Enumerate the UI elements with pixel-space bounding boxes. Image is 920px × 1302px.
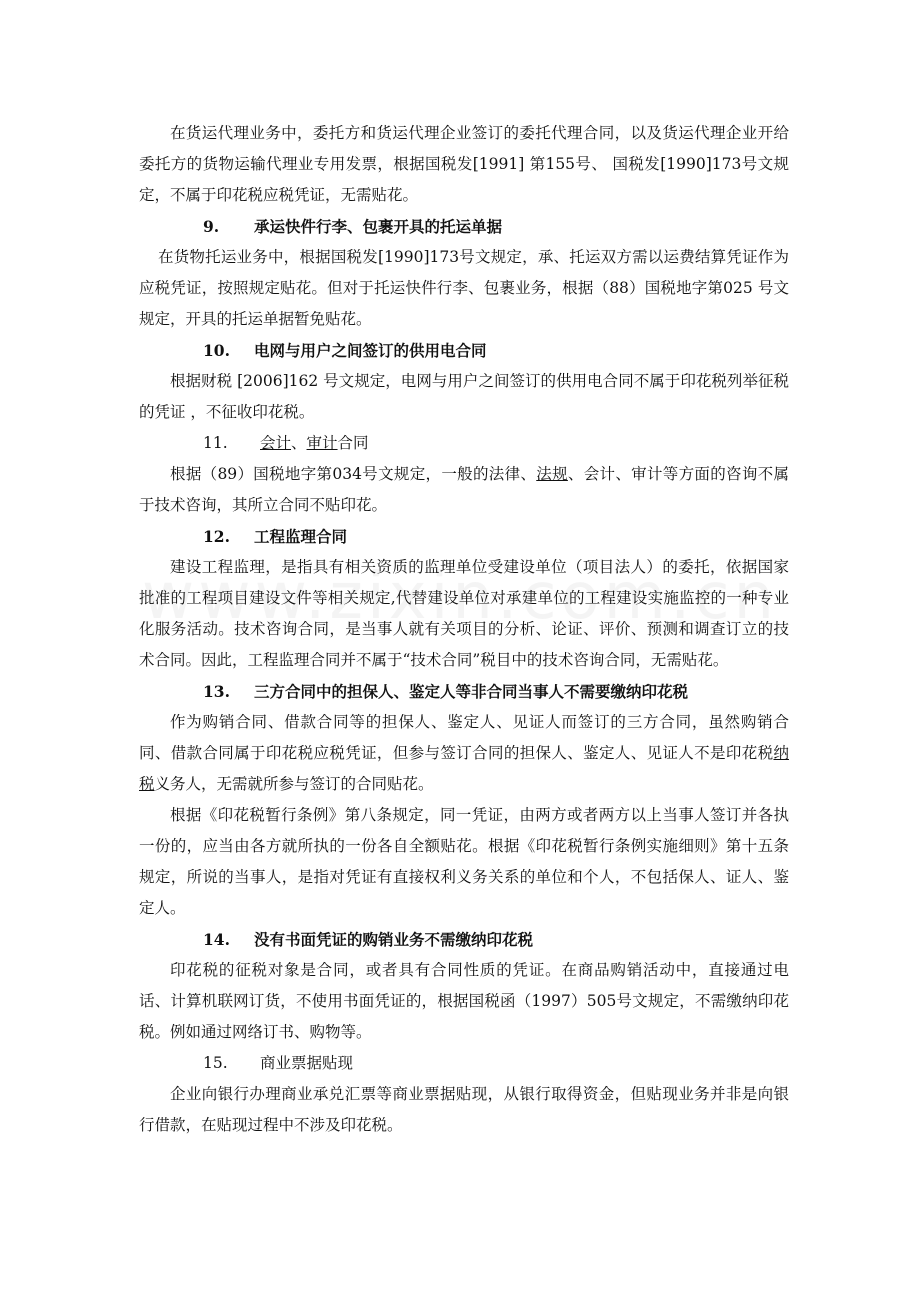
paragraph-freight-agency: 在货运代理业务中，委托方和货运代理企业签订的委托代理合同，以及货运代理企业开给委托方的货物运输代理业专用发票，根据国税发[1991] 第155号、 国税发[1990]173号文规定，不属于印花税应税凭证，无需贴花。 [139,124,789,204]
paragraph-15: 企业向银行办理商业承兑汇票等商业票据贴现，从银行取得资金，但贴现业务并非是向银行借款，在贴现过程中不涉及印花税。 [139,1085,789,1134]
heading-number: 15. [203,1054,228,1072]
heading-number: 13. [203,682,230,701]
heading-title: 承运快件行李、包裹开具的托运单据 [254,217,503,236]
heading-title: 电网与用户之间签订的供用电合同 [254,341,487,360]
heading-title: 工程监理合同 [254,527,348,546]
heading-title: 三方合同中的担保人、鉴定人等非合同当事人不需要缴纳印花税 [254,682,689,701]
heading-title: 没有书面凭证的购销业务不需缴纳印花税 [254,930,534,949]
heading-number: 9. [203,217,220,236]
heading-number: 11. [203,434,228,452]
text-run: 根据（89）国税地字第034号文规定，一般的法律、 [170,465,537,483]
document-body [139,118,789,1141]
heading-10 [139,335,789,366]
text-run: 义务人，无需就所参与签订的合同贴花。 [154,775,434,793]
heading-15 [139,1048,789,1079]
heading-number: 10. [203,341,230,360]
paragraph-14: 印花税的征税对象是合同，或者具有合同性质的凭证。在商品购销活动中，直接通过电话、计算机联网订货，不使用书面凭证的，根据国税函（1997）505号文规定，不需缴纳印花税。例如通过网络订书、购物等。 [139,961,789,1041]
heading-14 [139,924,789,955]
link-audit[interactable]: 审计 [306,434,338,452]
paragraph-10: 根据财税 [2006]162 号文规定，电网与用户之间签订的供用电合同不属于印花税列举征税的凭证 ，不征收印花税。 [139,372,789,421]
paragraph-9: 在货物托运业务中，根据国税发[1990]173号文规定，承、托运双方需以运费结算凭证作为应税凭证，按照规定贴花。但对于托运快件行李、包裹业务，根据（88）国税地字第025 号文规定，开具的托运单据暂免贴花。 [139,248,789,328]
heading-11 [139,428,789,459]
text-run: 、会计、审计等方面的咨询不属于技术咨询，其所立合同不贴印花。 [139,465,789,514]
link-accounting[interactable]: 会计 [260,434,292,452]
paragraph-13a [139,707,789,800]
heading-12 [139,521,789,552]
text-run: 作为购销合同、借款合同等的担保人、鉴定人、见证人而签订的三方合同，虽然购销合同、借款合同属于印花税应税凭证，但参与签订合同的担保人、鉴定人、见证人不是印花税 [139,713,789,762]
paragraph-11 [139,459,789,521]
separator: 、 [291,434,307,452]
heading-number: 14. [203,930,230,949]
heading-13 [139,676,789,707]
paragraph-13b: 根据《印花税暂行条例》第八条规定，同一凭证，由两方或者两方以上当事人签订并各执一份的，应当由各方就所执的一份各自全额贴花。根据《印花税暂行条例实施细则》第十五条规定，所说的当事人，是指对凭证有直接权利义务关系的单位和个人，不包括保人、证人、鉴定人。 [139,806,789,917]
heading-title: 合同 [337,434,369,452]
paragraph-12: 建设工程监理，是指具有相关资质的监理单位受建设单位（项目法人）的委托，依据国家批准的工程项目建设文件等相关规定,代替建设单位对承建单位的工程建设实施监控的一种专业化服务活动。技术咨询合同，是当事人就有关项目的分析、论证、评价、预测和调查订立的技术合同。因此，工程监理合同并不属于“技术合同”税目中的技术咨询合同，无需贴花。 [139,558,789,669]
link-tax[interactable]: 纳税 [139,744,789,793]
heading-number: 12. [203,527,230,546]
heading-title: 商业票据贴现 [260,1054,354,1072]
link-regulations[interactable]: 法规 [536,465,568,483]
heading-9 [139,211,789,242]
